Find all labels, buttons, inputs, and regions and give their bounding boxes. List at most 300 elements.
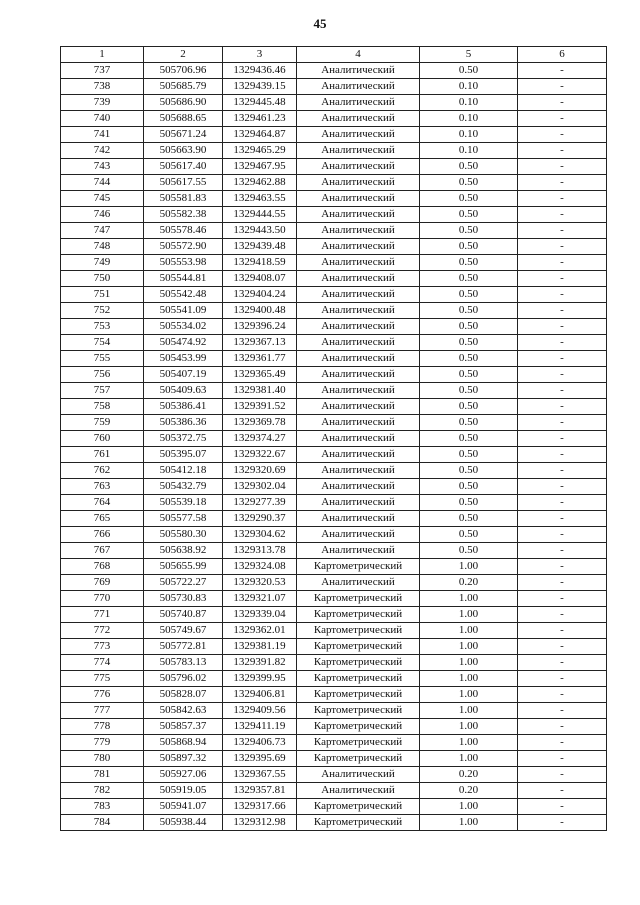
accuracy-cell: 0.50 [420,207,518,223]
point-number-cell: 743 [61,159,144,175]
method-cell: Аналитический [297,191,420,207]
accuracy-cell: 0.50 [420,479,518,495]
coordinate-y-cell: 1329321.07 [223,591,297,607]
accuracy-cell: 1.00 [420,735,518,751]
accuracy-cell: 0.50 [420,223,518,239]
coordinate-x-cell: 505655.99 [144,559,223,575]
coordinate-y-cell: 1329467.95 [223,159,297,175]
coordinate-x-cell: 505386.36 [144,415,223,431]
table-row [61,623,607,639]
method-cell: Картометрический [297,559,420,575]
note-cell: - [518,639,607,655]
coordinate-x-cell: 505544.81 [144,271,223,287]
table-row [61,495,607,511]
table-row [61,95,607,111]
page-number: 45 [313,16,327,31]
coordinate-y-cell: 1329320.69 [223,463,297,479]
coordinate-x-cell: 505432.79 [144,479,223,495]
note-cell: - [518,511,607,527]
point-number-cell: 767 [61,543,144,559]
accuracy-cell: 0.50 [420,383,518,399]
note-cell: - [518,559,607,575]
accuracy-cell: 1.00 [420,639,518,655]
table-row [61,207,607,223]
coordinate-x-cell: 505617.40 [144,159,223,175]
point-number-cell: 747 [61,223,144,239]
coordinate-y-cell: 1329362.01 [223,623,297,639]
accuracy-cell: 0.20 [420,575,518,591]
note-cell: - [518,623,607,639]
point-number-cell: 762 [61,463,144,479]
note-cell: - [518,543,607,559]
accuracy-cell: 0.50 [420,191,518,207]
note-cell: - [518,79,607,95]
note-cell: - [518,495,607,511]
accuracy-cell: 1.00 [420,671,518,687]
table-row [61,719,607,735]
column-header: 6 [518,47,607,63]
table-row [61,447,607,463]
accuracy-cell: 0.10 [420,111,518,127]
point-number-cell: 757 [61,383,144,399]
coordinate-x-cell: 505407.19 [144,367,223,383]
table-row [61,255,607,271]
point-number-cell: 770 [61,591,144,607]
point-number-cell: 776 [61,687,144,703]
coordinate-x-cell: 505553.98 [144,255,223,271]
accuracy-cell: 1.00 [420,623,518,639]
coordinate-y-cell: 1329290.37 [223,511,297,527]
note-cell: - [518,783,607,799]
coordinate-x-cell: 505409.63 [144,383,223,399]
accuracy-cell: 0.50 [420,159,518,175]
method-cell: Аналитический [297,415,420,431]
accuracy-cell: 0.50 [420,367,518,383]
coordinate-y-cell: 1329399.95 [223,671,297,687]
method-cell: Картометрический [297,639,420,655]
coordinate-x-cell: 505539.18 [144,495,223,511]
accuracy-cell: 0.10 [420,95,518,111]
coordinate-y-cell: 1329396.24 [223,319,297,335]
note-cell: - [518,239,607,255]
method-cell: Аналитический [297,159,420,175]
table-row [61,575,607,591]
note-cell: - [518,671,607,687]
accuracy-cell: 1.00 [420,655,518,671]
note-cell: - [518,799,607,815]
coordinate-y-cell: 1329463.55 [223,191,297,207]
coordinate-y-cell: 1329411.19 [223,719,297,735]
coordinate-y-cell: 1329406.81 [223,687,297,703]
method-cell: Аналитический [297,79,420,95]
coordinate-x-cell: 505857.37 [144,719,223,735]
table-row [61,591,607,607]
coordinate-y-cell: 1329324.08 [223,559,297,575]
method-cell: Аналитический [297,287,420,303]
accuracy-cell: 1.00 [420,815,518,831]
method-cell: Аналитический [297,143,420,159]
point-number-cell: 751 [61,287,144,303]
coordinate-x-cell: 505941.07 [144,799,223,815]
coordinate-y-cell: 1329395.69 [223,751,297,767]
accuracy-cell: 1.00 [420,607,518,623]
table-row [61,655,607,671]
accuracy-cell: 0.50 [420,543,518,559]
table-row [61,799,607,815]
coordinate-x-cell: 505572.90 [144,239,223,255]
coordinate-x-cell: 505919.05 [144,783,223,799]
method-cell: Картометрический [297,703,420,719]
point-number-cell: 781 [61,767,144,783]
method-cell: Аналитический [297,479,420,495]
method-cell: Картометрический [297,687,420,703]
accuracy-cell: 1.00 [420,799,518,815]
method-cell: Аналитический [297,511,420,527]
table-row [61,415,607,431]
coordinate-y-cell: 1329444.55 [223,207,297,223]
coordinate-y-cell: 1329418.59 [223,255,297,271]
coordinate-y-cell: 1329374.27 [223,431,297,447]
point-number-cell: 774 [61,655,144,671]
coordinate-x-cell: 505740.87 [144,607,223,623]
note-cell: - [518,767,607,783]
table-row [61,303,607,319]
point-number-cell: 741 [61,127,144,143]
note-cell: - [518,159,607,175]
note-cell: - [518,447,607,463]
coordinate-x-cell: 505577.58 [144,511,223,527]
accuracy-cell: 0.50 [420,255,518,271]
coordinate-y-cell: 1329443.50 [223,223,297,239]
table-row [61,271,607,287]
method-cell: Аналитический [297,543,420,559]
coordinate-x-cell: 505706.96 [144,63,223,79]
coordinate-y-cell: 1329313.78 [223,543,297,559]
note-cell: - [518,271,607,287]
method-cell: Аналитический [297,447,420,463]
accuracy-cell: 0.20 [420,783,518,799]
note-cell: - [518,479,607,495]
accuracy-cell: 0.50 [420,319,518,335]
accuracy-cell: 0.50 [420,399,518,415]
table-row [61,431,607,447]
method-cell: Аналитический [297,319,420,335]
coordinate-y-cell: 1329365.49 [223,367,297,383]
accuracy-cell: 1.00 [420,751,518,767]
point-number-cell: 753 [61,319,144,335]
accuracy-cell: 0.50 [420,463,518,479]
note-cell: - [518,735,607,751]
accuracy-cell: 0.50 [420,63,518,79]
method-cell: Картометрический [297,735,420,751]
point-number-cell: 745 [61,191,144,207]
note-cell: - [518,399,607,415]
method-cell: Аналитический [297,575,420,591]
point-number-cell: 760 [61,431,144,447]
coordinate-x-cell: 505749.67 [144,623,223,639]
table-row [61,399,607,415]
point-number-cell: 738 [61,79,144,95]
table-row [61,351,607,367]
coordinate-y-cell: 1329357.81 [223,783,297,799]
coordinate-x-cell: 505542.48 [144,287,223,303]
note-cell: - [518,655,607,671]
table-row [61,223,607,239]
note-cell: - [518,111,607,127]
table-row [61,607,607,623]
coordinate-y-cell: 1329400.48 [223,303,297,319]
coordinate-x-cell: 505722.27 [144,575,223,591]
note-cell: - [518,207,607,223]
coordinate-y-cell: 1329304.62 [223,527,297,543]
point-number-cell: 771 [61,607,144,623]
coordinate-x-cell: 505842.63 [144,703,223,719]
accuracy-cell: 1.00 [420,703,518,719]
coordinate-y-cell: 1329317.66 [223,799,297,815]
table-row [61,703,607,719]
coordinate-y-cell: 1329277.39 [223,495,297,511]
column-header: 3 [223,47,297,63]
coordinate-x-cell: 505617.55 [144,175,223,191]
point-number-cell: 782 [61,783,144,799]
point-number-cell: 773 [61,639,144,655]
method-cell: Аналитический [297,207,420,223]
point-number-cell: 779 [61,735,144,751]
point-number-cell: 768 [61,559,144,575]
coordinate-y-cell: 1329404.24 [223,287,297,303]
method-cell: Аналитический [297,431,420,447]
note-cell: - [518,415,607,431]
point-number-cell: 763 [61,479,144,495]
coordinate-y-cell: 1329408.07 [223,271,297,287]
note-cell: - [518,463,607,479]
coordinate-y-cell: 1329409.56 [223,703,297,719]
coordinates-table [60,46,607,831]
coordinate-x-cell: 505663.90 [144,143,223,159]
method-cell: Картометрический [297,815,420,831]
table-row [61,367,607,383]
coordinate-x-cell: 505582.38 [144,207,223,223]
table-row [61,735,607,751]
note-cell: - [518,575,607,591]
table-row [61,191,607,207]
note-cell: - [518,527,607,543]
point-number-cell: 746 [61,207,144,223]
coordinate-y-cell: 1329436.46 [223,63,297,79]
column-header: 1 [61,47,144,63]
coordinate-x-cell: 505796.02 [144,671,223,687]
coordinate-y-cell: 1329312.98 [223,815,297,831]
coordinate-x-cell: 505671.24 [144,127,223,143]
method-cell: Аналитический [297,255,420,271]
point-number-cell: 737 [61,63,144,79]
note-cell: - [518,703,607,719]
note-cell: - [518,63,607,79]
note-cell: - [518,223,607,239]
method-cell: Аналитический [297,127,420,143]
note-cell: - [518,687,607,703]
table-row [61,111,607,127]
coordinate-y-cell: 1329439.15 [223,79,297,95]
point-number-cell: 756 [61,367,144,383]
method-cell: Аналитический [297,239,420,255]
coordinate-x-cell: 505688.65 [144,111,223,127]
accuracy-cell: 0.50 [420,239,518,255]
note-cell: - [518,719,607,735]
coordinate-y-cell: 1329464.87 [223,127,297,143]
table-row [61,143,607,159]
method-cell: Аналитический [297,63,420,79]
table-row [61,559,607,575]
point-number-cell: 761 [61,447,144,463]
accuracy-cell: 0.50 [420,271,518,287]
column-header: 5 [420,47,518,63]
table-row [61,287,607,303]
point-number-cell: 769 [61,575,144,591]
accuracy-cell: 0.50 [420,303,518,319]
coordinate-y-cell: 1329445.48 [223,95,297,111]
coordinate-x-cell: 505386.41 [144,399,223,415]
coordinate-y-cell: 1329381.40 [223,383,297,399]
accuracy-cell: 1.00 [420,591,518,607]
point-number-cell: 755 [61,351,144,367]
coordinate-x-cell: 505412.18 [144,463,223,479]
point-number-cell: 765 [61,511,144,527]
coordinate-y-cell: 1329369.78 [223,415,297,431]
table-row [61,63,607,79]
point-number-cell: 780 [61,751,144,767]
point-number-cell: 766 [61,527,144,543]
coordinate-y-cell: 1329391.82 [223,655,297,671]
accuracy-cell: 0.50 [420,175,518,191]
coordinate-x-cell: 505372.75 [144,431,223,447]
method-cell: Аналитический [297,367,420,383]
coordinate-y-cell: 1329367.13 [223,335,297,351]
note-cell: - [518,815,607,831]
coordinate-y-cell: 1329406.73 [223,735,297,751]
point-number-cell: 754 [61,335,144,351]
table-row [61,639,607,655]
coordinate-x-cell: 505474.92 [144,335,223,351]
point-number-cell: 777 [61,703,144,719]
coordinate-x-cell: 505868.94 [144,735,223,751]
point-number-cell: 740 [61,111,144,127]
coordinate-y-cell: 1329302.04 [223,479,297,495]
method-cell: Аналитический [297,783,420,799]
method-cell: Картометрический [297,623,420,639]
method-cell: Картометрический [297,751,420,767]
table-row [61,319,607,335]
coordinate-y-cell: 1329461.23 [223,111,297,127]
coordinate-x-cell: 505395.07 [144,447,223,463]
method-cell: Аналитический [297,463,420,479]
note-cell: - [518,351,607,367]
method-cell: Аналитический [297,111,420,127]
coordinate-y-cell: 1329465.29 [223,143,297,159]
coordinate-x-cell: 505581.83 [144,191,223,207]
accuracy-cell: 0.10 [420,143,518,159]
table-row [61,79,607,95]
point-number-cell: 784 [61,815,144,831]
table-header-row [61,47,607,63]
coordinate-x-cell: 505783.13 [144,655,223,671]
point-number-cell: 748 [61,239,144,255]
coordinate-x-cell: 505685.79 [144,79,223,95]
note-cell: - [518,751,607,767]
coordinate-y-cell: 1329322.67 [223,447,297,463]
table-row [61,463,607,479]
method-cell: Аналитический [297,335,420,351]
coordinate-x-cell: 505453.99 [144,351,223,367]
method-cell: Картометрический [297,719,420,735]
table-row [61,175,607,191]
method-cell: Аналитический [297,175,420,191]
note-cell: - [518,335,607,351]
coordinate-x-cell: 505580.30 [144,527,223,543]
accuracy-cell: 0.50 [420,495,518,511]
point-number-cell: 758 [61,399,144,415]
method-cell: Картометрический [297,671,420,687]
coordinate-x-cell: 505730.83 [144,591,223,607]
note-cell: - [518,287,607,303]
coordinate-y-cell: 1329339.04 [223,607,297,623]
note-cell: - [518,127,607,143]
note-cell: - [518,431,607,447]
method-cell: Аналитический [297,527,420,543]
table-row [61,671,607,687]
point-number-cell: 744 [61,175,144,191]
method-cell: Картометрический [297,655,420,671]
note-cell: - [518,255,607,271]
note-cell: - [518,95,607,111]
table-row [61,239,607,255]
coordinate-x-cell: 505927.06 [144,767,223,783]
accuracy-cell: 0.50 [420,511,518,527]
point-number-cell: 759 [61,415,144,431]
coordinate-x-cell: 505938.44 [144,815,223,831]
point-number-cell: 750 [61,271,144,287]
column-header: 2 [144,47,223,63]
coordinate-x-cell: 505541.09 [144,303,223,319]
coordinate-x-cell: 505578.46 [144,223,223,239]
table-row [61,127,607,143]
accuracy-cell: 0.50 [420,431,518,447]
table-row [61,767,607,783]
table-body [61,63,607,831]
accuracy-cell: 0.50 [420,447,518,463]
point-number-cell: 783 [61,799,144,815]
accuracy-cell: 0.10 [420,79,518,95]
coordinate-y-cell: 1329320.53 [223,575,297,591]
table-row [61,543,607,559]
coordinate-y-cell: 1329381.19 [223,639,297,655]
point-number-cell: 764 [61,495,144,511]
point-number-cell: 775 [61,671,144,687]
coordinate-x-cell: 505638.92 [144,543,223,559]
note-cell: - [518,191,607,207]
coordinate-y-cell: 1329361.77 [223,351,297,367]
coordinate-y-cell: 1329462.88 [223,175,297,191]
method-cell: Аналитический [297,223,420,239]
method-cell: Картометрический [297,799,420,815]
accuracy-cell: 1.00 [420,719,518,735]
coordinate-x-cell: 505897.32 [144,751,223,767]
table-row [61,527,607,543]
point-number-cell: 749 [61,255,144,271]
accuracy-cell: 1.00 [420,559,518,575]
table-row [61,783,607,799]
coordinate-x-cell: 505828.07 [144,687,223,703]
